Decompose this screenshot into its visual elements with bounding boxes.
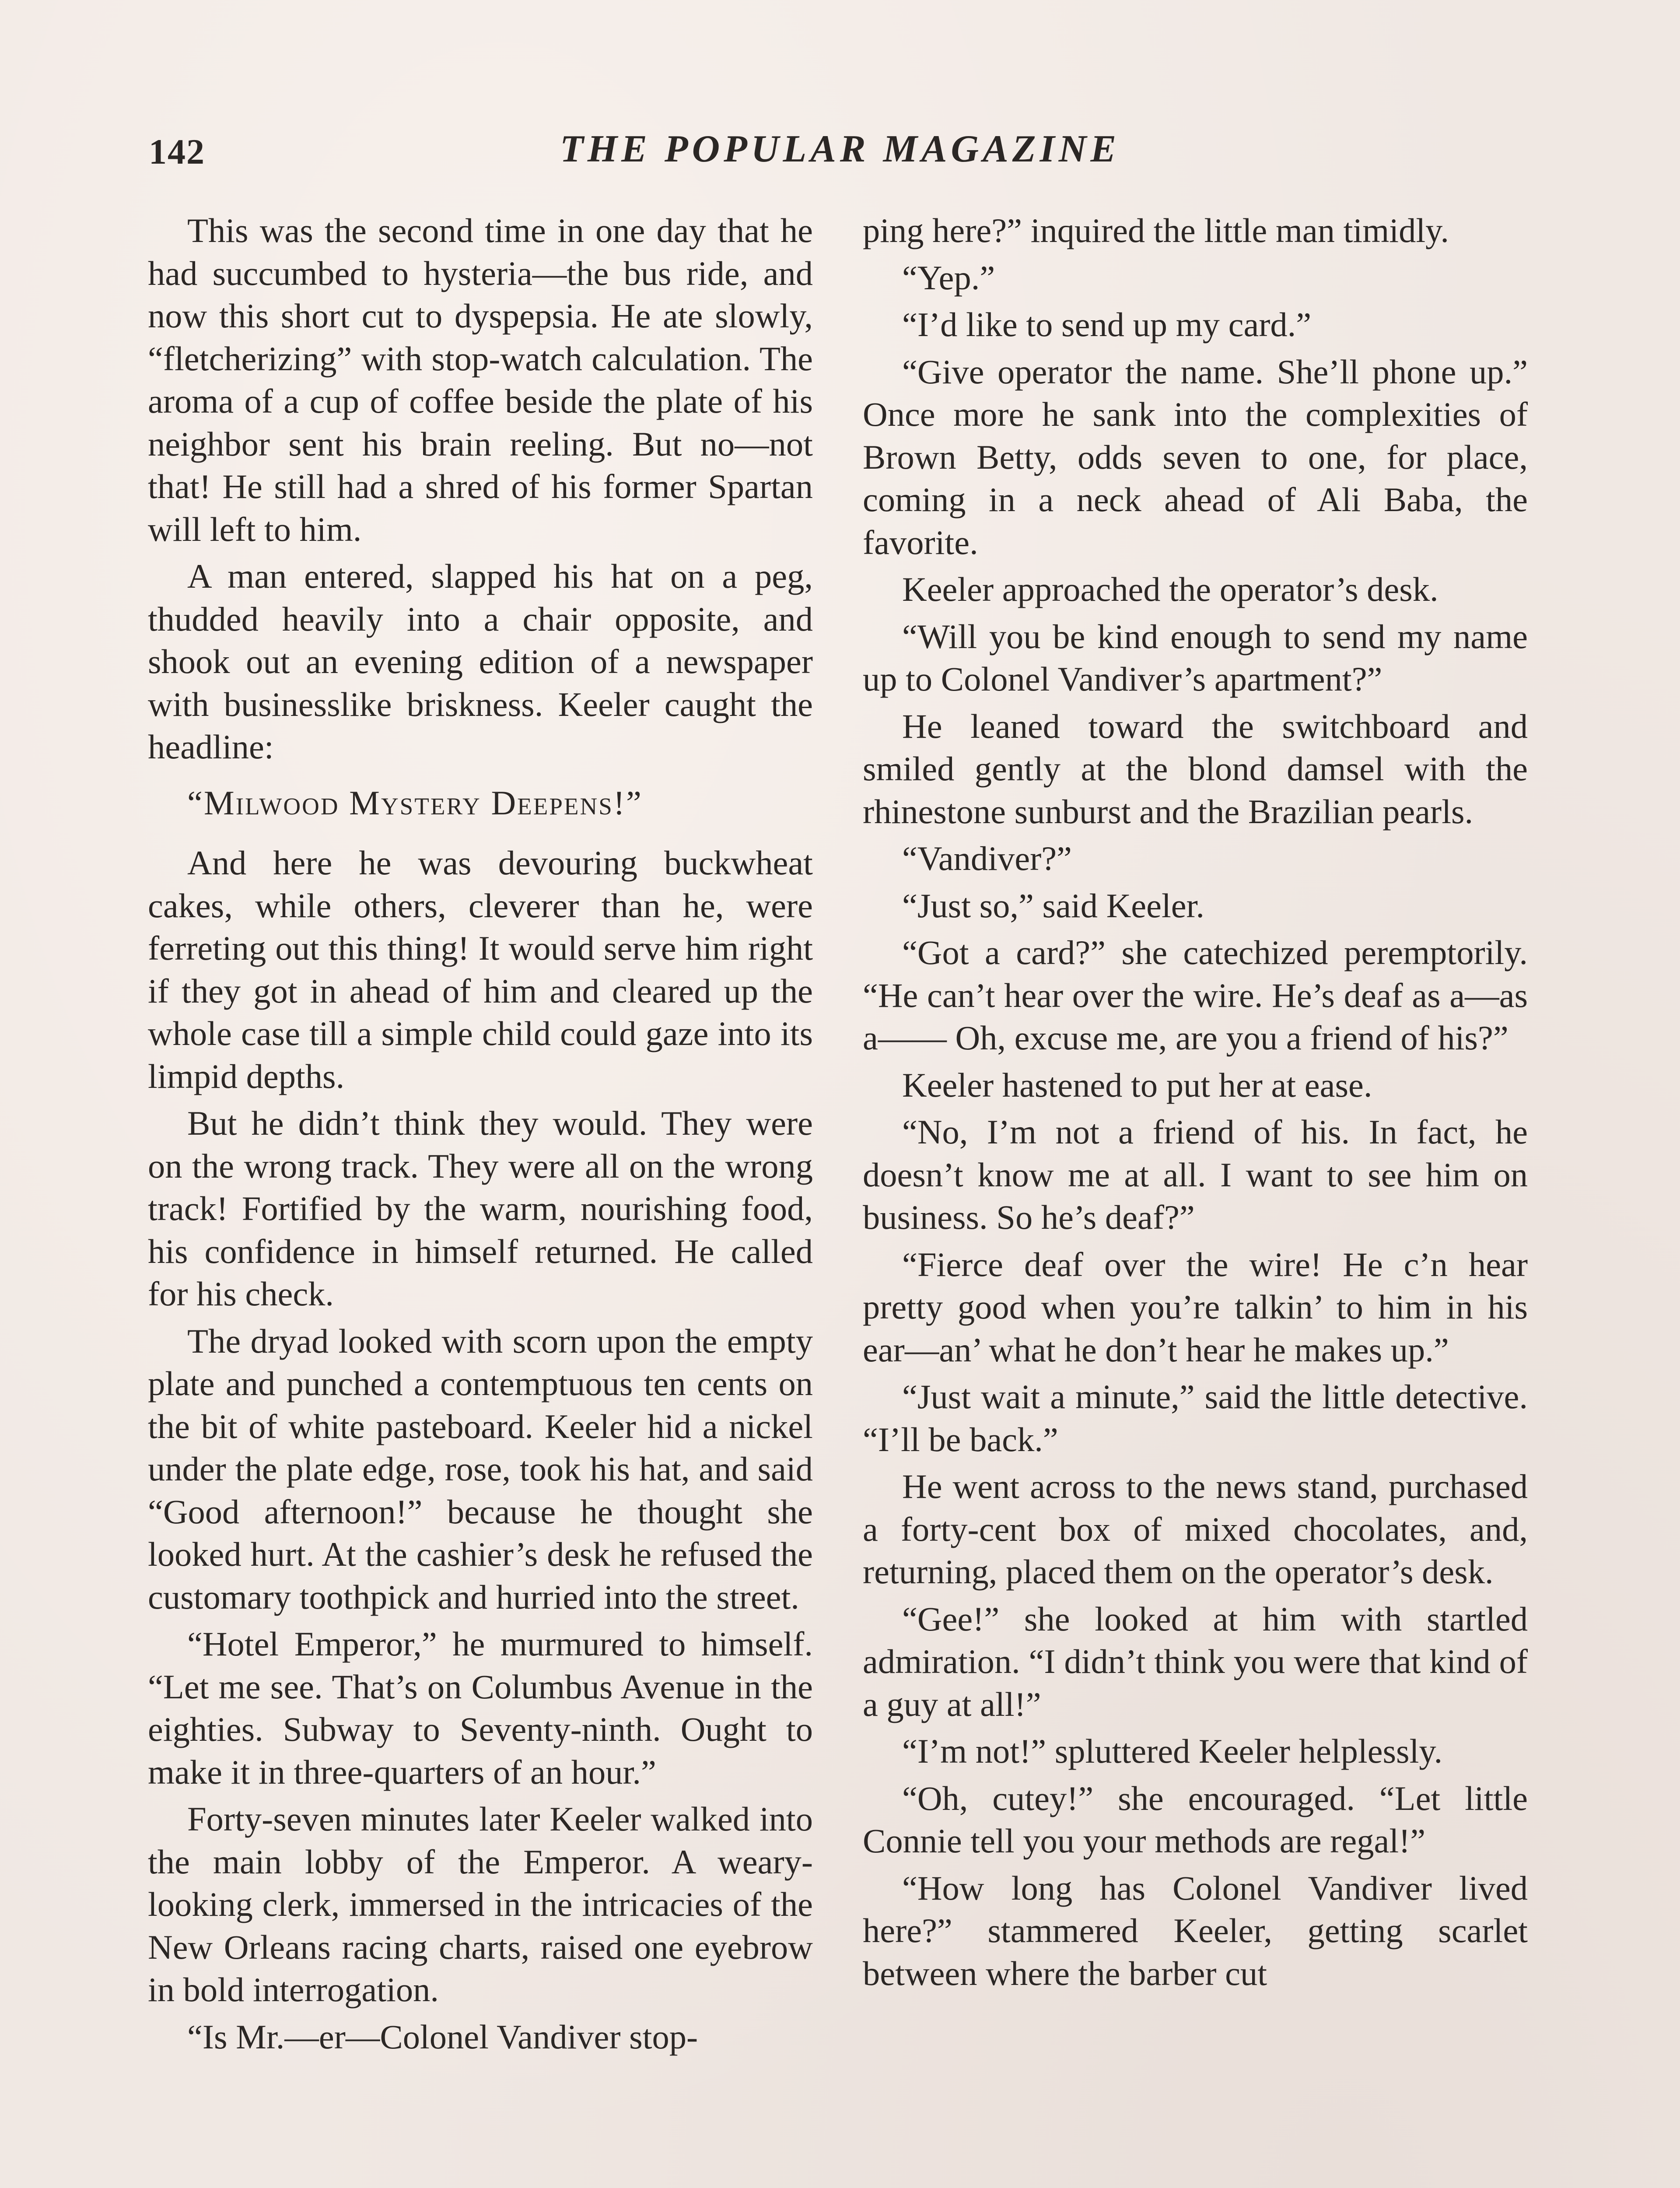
paragraph: This was the second time in one day that he had succumbed to hysteria—the bus ride, and now this short cut to dyspepsia. He ate slowly, “fletcherizing” with stop-watch calculation. The aroma of a cup of coffee beside the plate of his neighbor sent his brain reeling. But no—not that! He still had a shred of his former Spartan will left to him.: [148, 211, 813, 548]
left-column: [148, 209, 813, 2062]
paragraph: “I’d like to send up my card.”: [902, 305, 1312, 344]
paragraph: “Vandiver?”: [902, 839, 1072, 877]
paragraph: “Give operator the name. She’ll phone up.” Once more he sank into the complexities of Brown Betty, odds seven to one, for place, coming in a neck ahead of Ali Baba, the favorite.: [863, 352, 1528, 561]
paragraph: “Will you be kind enough to send my name up to Colonel Vandiver’s apartment?”: [863, 617, 1528, 698]
paragraph: “Oh, cutey!” she encouraged. “Let little Connie tell you your methods are regal!”: [863, 1779, 1528, 1860]
right-column: [863, 209, 1528, 1999]
paragraph: Keeler hastened to put her at ease.: [902, 1066, 1372, 1104]
paragraph: “Fierce deaf over the wire! He c’n hear pretty good when you’re talkin’ to him in his ear—an’ what he don’t hear he makes up.”: [863, 1245, 1528, 1369]
paragraph: “Gee!” she looked at him with startled admiration. “I didn’t think you were that kind of a guy at all!”: [863, 1599, 1528, 1723]
paragraph: Forty-seven minutes later Keeler walked into the main lobby of the Emperor. A weary-looking clerk, immersed in the intricacies of the New Orleans racing charts, raised one eyebrow in bold interrogation.: [148, 1800, 813, 2009]
paragraph: “Just wait a minute,” said the little detective. “I’ll be back.”: [863, 1378, 1528, 1459]
paragraph: He went across to the news stand, purchased a forty-cent box of mixed chocolates, and, returning, placed them on the operator’s desk.: [863, 1467, 1528, 1591]
paragraph: A man entered, slapped his hat on a peg, thudded heavily into a chair opposite, and shook out an evening edition of a newspaper with businesslike briskness. Keeler caught the headline:: [148, 557, 813, 766]
paragraph: “How long has Colonel Vandiver lived here?” stammered Keeler, getting scarlet between where the barber cut: [863, 1869, 1528, 1992]
paragraph: “Got a card?” she catechized peremptorily. “He can’t hear over the wire. He’s deaf as a—as a—— Oh, excuse me, are you a friend of his?”: [863, 933, 1528, 1057]
paragraph: “Hotel Emperor,” he murmured to himself. “Let me see. That’s on Columbus Avenue in the eighties. Subway to Seventy-ninth. Ought to make it in three-quarters of an hour.”: [148, 1625, 813, 1791]
newspaper-headline: “Milwood Mystery Deepens!”: [187, 783, 643, 822]
paragraph: And here he was devouring buckwheat cakes, while others, cleverer than he, were ferreting out this thing! It would serve him right if they got in ahead of him and cleared up the whole case till a simple child could gaze into its limpid depths.: [148, 844, 813, 1095]
paragraph: He leaned toward the switchboard and smiled gently at the blond damsel with the rhinestone sunburst and the Brazilian pearls.: [863, 707, 1528, 831]
paragraph: “No, I’m not a friend of his. In fact, he doesn’t know me at all. I want to see him on business. So he’s deaf?”: [863, 1113, 1528, 1236]
paragraph-continued: ping here?” inquired the little man timidly.: [863, 211, 1449, 249]
paragraph: But he didn’t think they would. They were on the wrong track. They were all on the wrong track! Fortified by the warm, nourishing food, his confidence in himself returned. He called for his check.: [148, 1104, 813, 1313]
running-head: THE POPULAR MAGAZINE: [560, 128, 1120, 170]
page-number: 142: [149, 132, 205, 172]
paragraph: “Yep.”: [902, 258, 995, 297]
paragraph: “I’m not!” spluttered Keeler helplessly.: [902, 1732, 1443, 1770]
paragraph: The dryad looked with scorn upon the empty plate and punched a contemptuous ten cents on the bit of white pasteboard. Keeler hid a nickel under the plate edge, rose, took his hat, and said “Good afternoon!” because he thought she looked hurt. At the cashier’s desk he refused the customary toothpick and hurried into the street.: [148, 1322, 813, 1616]
paragraph: “Is Mr.—er—Colonel Vandiver stop-: [187, 2017, 698, 2056]
paragraph: Keeler approached the operator’s desk.: [902, 570, 1438, 608]
paragraph: “Just so,” said Keeler.: [902, 886, 1205, 925]
